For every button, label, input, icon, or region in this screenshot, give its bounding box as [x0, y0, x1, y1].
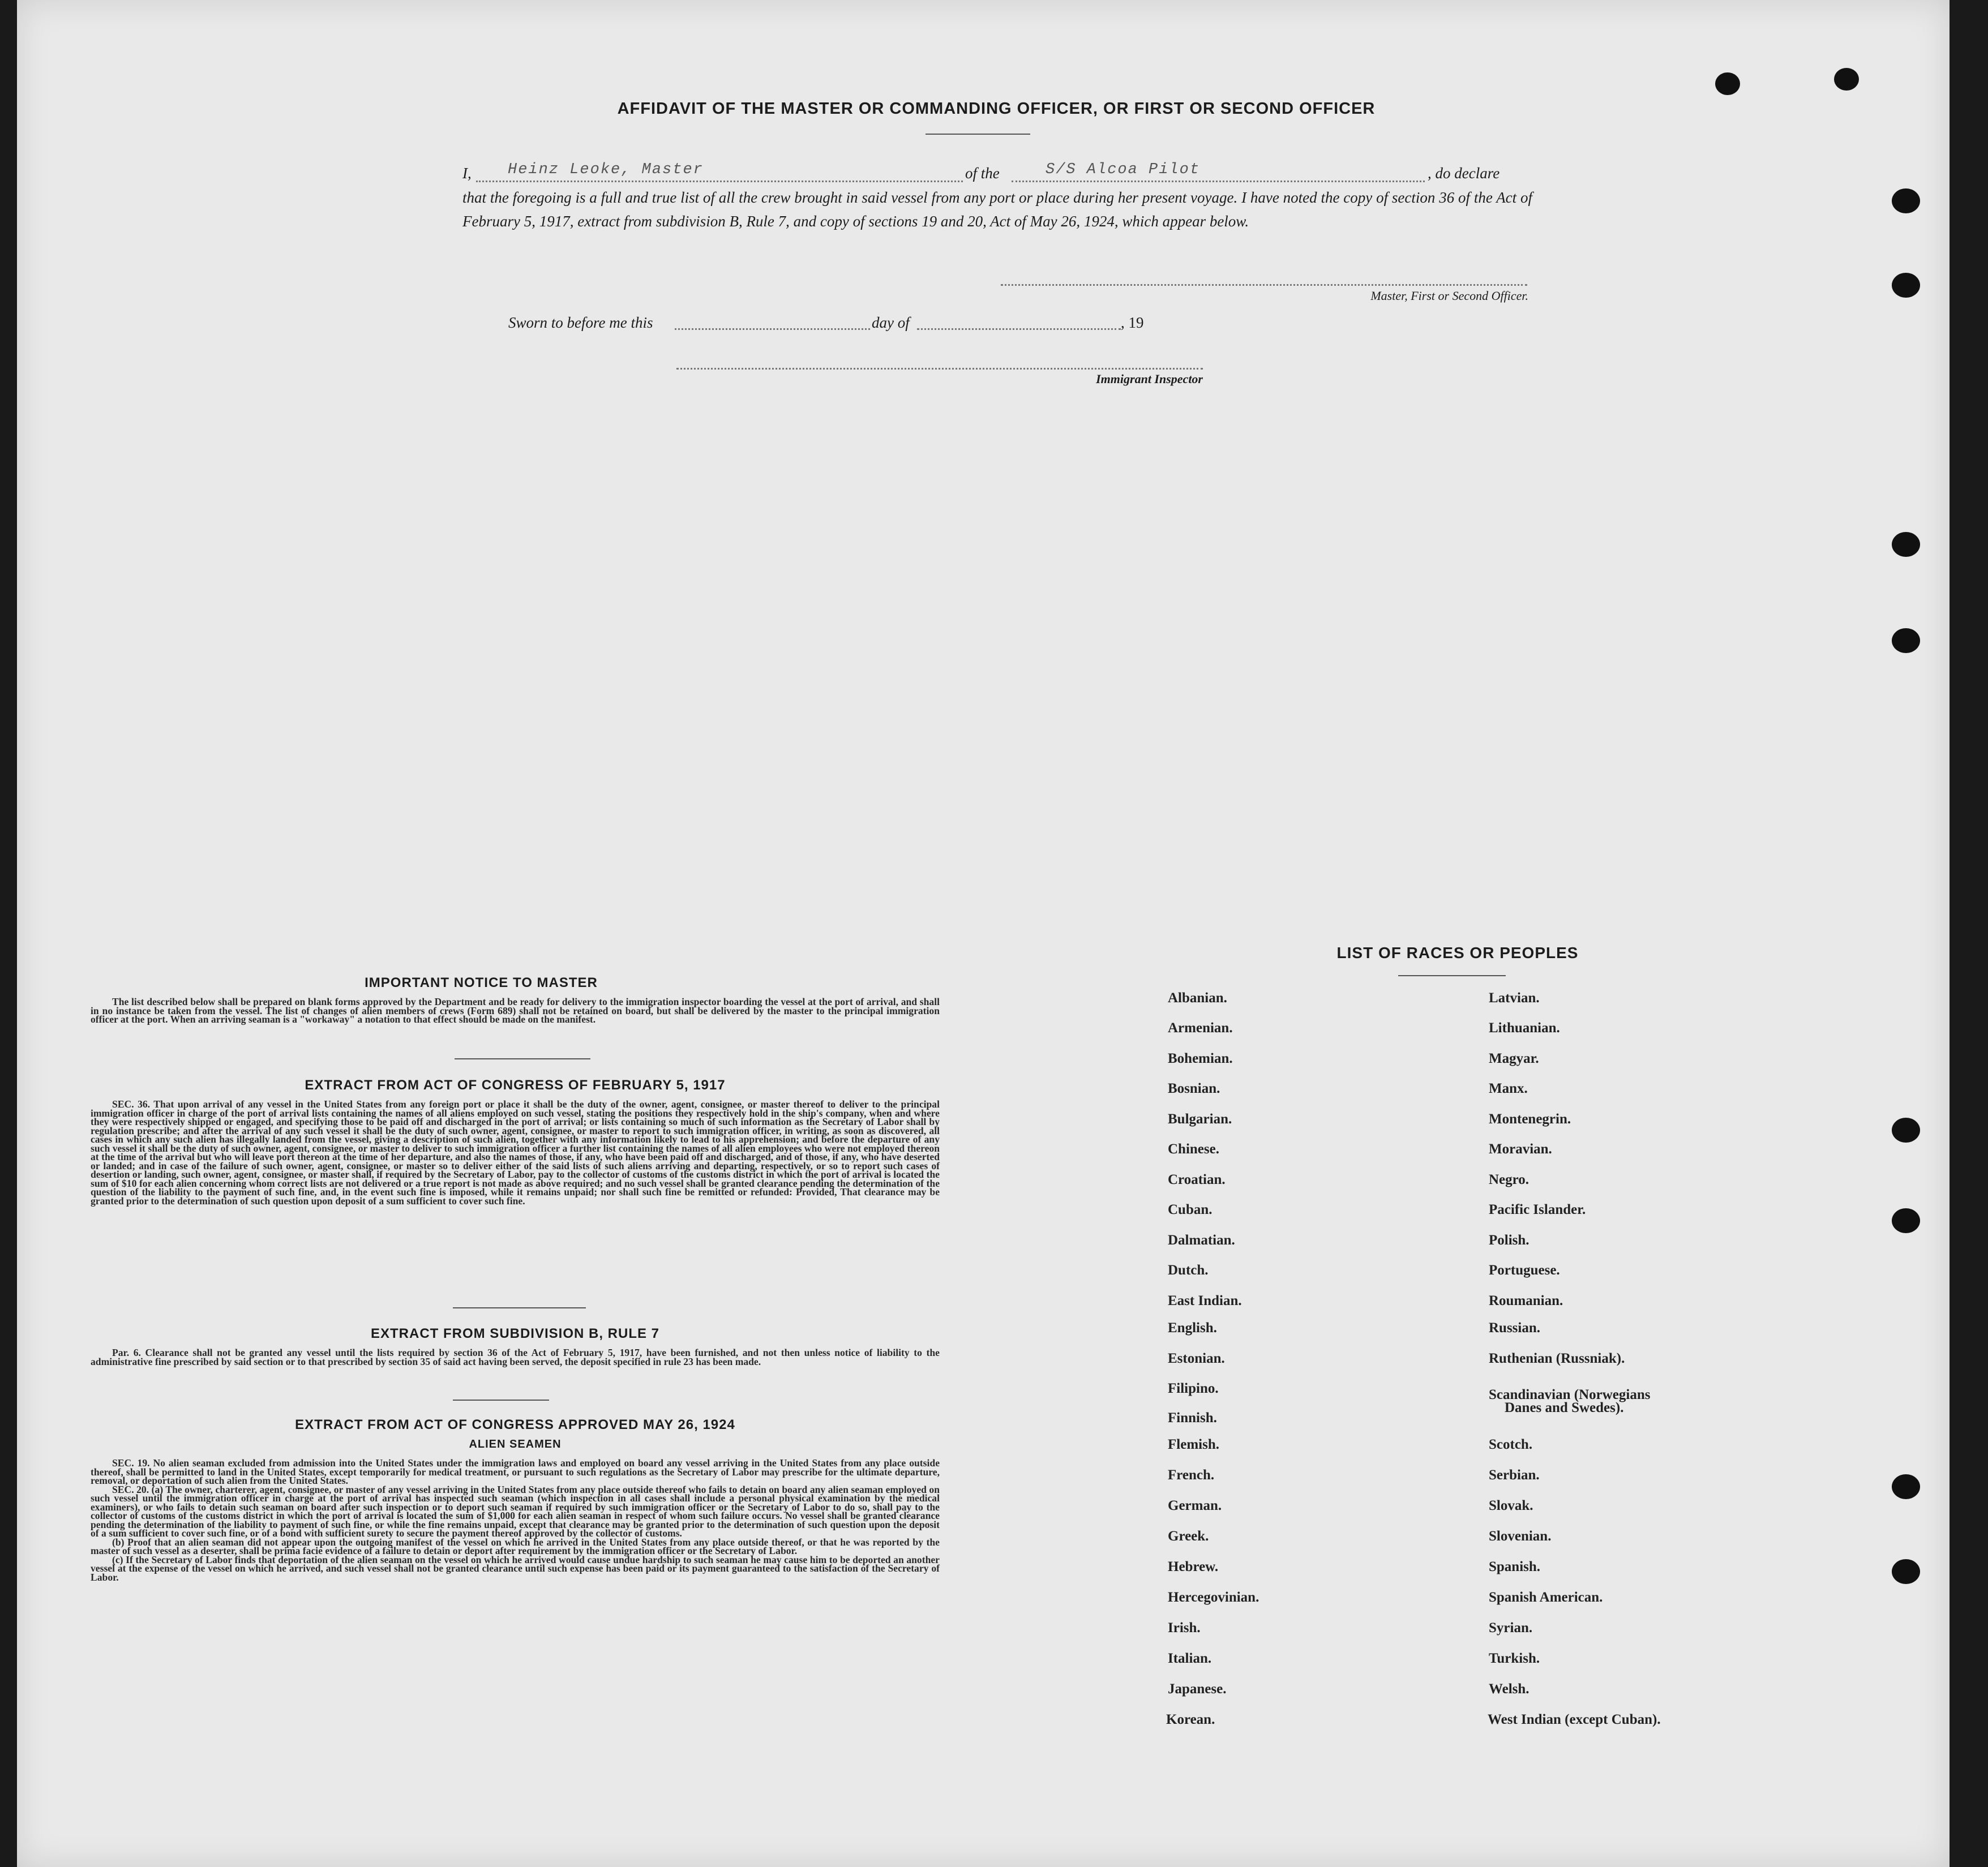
race-item: Montenegrin. — [1489, 1111, 1571, 1127]
binder-hole — [1892, 628, 1920, 653]
race-item: Manx. — [1489, 1081, 1528, 1096]
race-item: Serbian. — [1489, 1467, 1540, 1483]
race-item: East Indian. — [1168, 1293, 1242, 1308]
signature-line[interactable] — [1001, 284, 1527, 286]
race-item: Finnish. — [1168, 1410, 1217, 1426]
do-declare-label: , do declare — [1428, 165, 1500, 182]
extract-rule7-title: EXTRACT FROM SUBDIVISION B, RULE 7 — [370, 1326, 660, 1341]
race-item: Russian. — [1489, 1320, 1541, 1336]
document-page — [17, 0, 1950, 1867]
race-item: Albanian. — [1168, 990, 1227, 1006]
race-item: Filipino. — [1168, 1381, 1219, 1396]
race-item: Spanish. — [1489, 1559, 1541, 1574]
binder-hole — [1892, 532, 1920, 557]
extract-1917-paragraph: SEC. 36. That upon arrival of any vessel in the United States from any foreign port or place it shall be the duty of the owner, agent, consignee, or master thereof to deliver to the principal immigration officer in charge of the port of arrival lists containing the names of all aliens employed on such vessel, stating the positions they respectively hold in the ship's company, when and where they were respectively shipped or engaged, and specifying those to be paid off and discharged in the port of arrival; or lists containing so much of such information as the Secretary of Labor shall by regulation prescribe; and after the arrival of any such vessel it shall be the duty of such owner, agent, consignee, or master to report to such immigration officer, in writing, as soon as discovered, all cases in which any such alien has illegally landed from the vessel, giving a description of such alien, together with any information likely to lead to his apprehension; and before the departure of any such vessel it shall be the duty of such owner, agent, consignee, or master to deliver to such immigration officer a further list containing the names of all alien employees who were not employed thereon at the time of the arrival but who will leave port thereon at the time of her departure, and also the names of those, if any, who have been paid off and discharged, and of those, if any, who have deserted or landed; and in case of the failure of such owner, agent, consignee, or master so to deliver either of the said lists of such aliens arriving and departing, respectively, or so to report such cases of desertion or landing, such owner, agent, consignee, or master shall, if required by the Secretary of Labor, pay to the collector of customs of the customs district in which the port of arrival is located the sum of $10 for each alien concerning whom correct lists are not delivered or a true report is not made as above required; and no such vessel shall be granted clearance pending the determination of the question of the liability to the payment of such fine, and, in the event such fine is imposed, while it remains unpaid; nor shall such fine be remitted or refunded: Provided, That clearance may be granted prior to the determination of such question upon deposit of a sum sufficient to cover such fine. — [91, 1098, 940, 1207]
extract-1924-paragraph: SEC. 20. (a) The owner, charterer, agent, consignee, or master of any vessel arriving in the United States from any place outside thereof who fails to detain on board any alien seaman employed on such vessel until the immigration officer in charge at the port of arrival has inspected such seaman (which inspection in all cases shall include a personal physical examination by the medical examiners), or who fails to detain such seaman on board after such inspection or to deport such seaman if required by such immigration officer or the Secretary of Labor to do so, shall pay to the collector of customs of the customs district in which the port of arrival is located the sum of $1,000 for each alien seaman in respect of whom such failure occurs. No vessel shall be granted clearance pending the determination of the liability to payment of such fine, or while the fine remains unpaid, except that clearance may be granted prior to the determination of such question upon the deposit of a sum sufficient to cover such fine, or of a bond with sufficient surety to secure the payment thereof approved by the collector of customs. — [91, 1483, 940, 1539]
notice-title: IMPORTANT NOTICE TO MASTER — [365, 975, 598, 990]
inspector-caption: Immigrant Inspector — [1096, 372, 1203, 386]
extract-1917-divider — [453, 1307, 586, 1308]
race-item: Slovenian. — [1489, 1529, 1552, 1544]
vessel-name-line — [1012, 181, 1425, 182]
binder-hole — [1715, 72, 1740, 95]
race-item: Estonian. — [1168, 1351, 1225, 1366]
races-divider — [1398, 975, 1506, 976]
master-name-line — [476, 181, 963, 182]
race-item: Chinese. — [1168, 1141, 1219, 1157]
binder-hole — [1892, 273, 1920, 298]
race-item: Moravian. — [1489, 1141, 1552, 1157]
race-item: Dutch. — [1168, 1263, 1209, 1278]
title-divider — [926, 134, 1030, 135]
race-item: Flemish. — [1168, 1437, 1219, 1452]
race-item: English. — [1168, 1320, 1217, 1336]
race-item: French. — [1168, 1467, 1215, 1483]
binder-hole — [1892, 1208, 1920, 1233]
race-item: Japanese. — [1168, 1681, 1227, 1697]
signature-caption: Master, First or Second Officer. — [1370, 289, 1528, 303]
race-item: Greek. — [1168, 1529, 1209, 1544]
binder-hole — [1892, 1118, 1920, 1143]
binder-hole — [1892, 1559, 1920, 1584]
of-the-label: of the — [965, 165, 1000, 182]
binder-hole — [1892, 188, 1920, 213]
race-item: West Indian (except Cuban). — [1488, 1712, 1661, 1727]
extract-1924-subtitle: ALIEN SEAMEN — [469, 1438, 562, 1450]
race-item: Welsh. — [1489, 1681, 1529, 1697]
extract-1924-title: EXTRACT FROM ACT OF CONGRESS APPROVED MAY 26, 1924 — [295, 1417, 735, 1432]
race-item: Scotch. — [1489, 1437, 1533, 1452]
race-item: Portuguese. — [1489, 1263, 1560, 1278]
race-item: Croatian. — [1168, 1172, 1226, 1187]
race-item: Spanish American. — [1489, 1590, 1603, 1605]
race-item: Negro. — [1489, 1172, 1529, 1187]
race-item: Hercegovinian. — [1168, 1590, 1259, 1605]
race-item: Syrian. — [1489, 1620, 1533, 1636]
race-item: Hebrew. — [1168, 1559, 1219, 1574]
binder-hole — [1834, 68, 1859, 91]
race-item: Lithuanian. — [1489, 1020, 1560, 1036]
day-of-label: day of — [872, 314, 910, 331]
extract-1924-paragraph: (b) Proof that an alien seaman did not appear upon the outgoing manifest of the vessel on which he arrived in the United States from any place outside thereof, or that he was reported by the master of such vessel as a deserter, shall be prima facie evidence of a failure to detain or deport after requirement by the immigration officer or the Secretary of Labor. — [91, 1536, 940, 1556]
notice-paragraph: The list described below shall be prepared on blank forms approved by the Department and be ready for delivery to the immigration inspector boarding the vessel at the port of arrival, and shall in no instance be taken from the vessel. The list of changes of alien members of crews (Form 689) shall not be retained on board, but shall be delivered by the master to the principal immigration officer at the port. When an arriving seaman is a "workaway" a notation to that effect should be made on the manifest. — [91, 996, 940, 1025]
year-label: , 19 — [1121, 314, 1144, 331]
extract-rule7-paragraph: Par. 6. Clearance shall not be granted any vessel until the lists required by section 36 of the Act of February 5, 1917, have been furnished, and not then unless notice of liability to the administrative fine prescribed by said section or to that prescribed by section 35 of said act having been served, the deposit specified in rule 23 has been made. — [91, 1347, 940, 1367]
i-label: I, — [462, 165, 472, 182]
race-item: Danes and Swedes). — [1505, 1400, 1624, 1415]
race-item: Latvian. — [1489, 990, 1540, 1006]
race-item: Pacific Islander. — [1489, 1202, 1586, 1217]
race-item: Polish. — [1489, 1233, 1529, 1248]
sworn-day-line[interactable] — [675, 328, 870, 330]
race-item: Irish. — [1168, 1620, 1201, 1636]
race-item: Slovak. — [1489, 1498, 1533, 1513]
race-item: Dalmatian. — [1168, 1233, 1235, 1248]
notice-text — [91, 998, 940, 1024]
affidavit-first-line — [462, 161, 1532, 185]
race-item: Ruthenian (Russniak). — [1489, 1351, 1625, 1366]
race-item: Bohemian. — [1168, 1051, 1233, 1066]
race-item: Cuban. — [1168, 1202, 1212, 1217]
extract-1924-paragraph: SEC. 19. No alien seaman excluded from admission into the United States under the immigration laws and employed on board any vessel arriving in the United States from any place outside thereof, shall be permitted to land in the United States, except temporarily for medical treatment, or pursuant to such regulations as the Secretary of Labor may prescribe for the ultimate departure, removal, or deportation of such alien from the United States. — [91, 1457, 940, 1486]
extract-rule7-text — [91, 1349, 940, 1366]
sworn-label: Sworn to before me this — [508, 314, 653, 331]
extract-1924-text — [91, 1459, 940, 1582]
inspector-signature-line[interactable] — [676, 368, 1203, 370]
affidavit-body: that the foregoing is a full and true list of all the crew brought in said vessel from any port or place during her present voyage. I have noted the copy of section 36 of the Act of February 5, 1917, extract from subdivision B, Rule 7, and copy of sections 19 and 20, Act of May 26, 1924, which appear below. — [462, 189, 1532, 230]
race-item: Bosnian. — [1168, 1081, 1220, 1096]
notice-divider — [455, 1058, 590, 1059]
race-item: Armenian. — [1168, 1020, 1233, 1036]
sworn-month-line[interactable] — [917, 328, 1121, 330]
race-item: Korean. — [1166, 1712, 1215, 1727]
master-name-field[interactable]: Heinz Leoke, Master — [508, 161, 704, 178]
extract-1924-paragraph: (c) If the Secretary of Labor finds that deportation of the alien seaman on the vessel on which he arrived would cause undue hardship to such seaman he may cause him to be deported an another vessel at the expense of the vessel on which he arrived, and such vessel shall not be granted clearance until such expense has been paid or its payment guaranteed to the satisfaction of the Secretary of Labor. — [91, 1553, 940, 1583]
races-title: LIST OF RACES OR PEOPLES — [1336, 944, 1579, 962]
vessel-name-field[interactable]: S/S Alcoa Pilot — [1046, 161, 1201, 178]
affidavit-title: AFFIDAVIT OF THE MASTER OR COMMANDING OFFICER, OR FIRST OR SECOND OFFICER — [617, 100, 1376, 118]
race-item: Turkish. — [1489, 1651, 1540, 1666]
binder-hole — [1892, 1474, 1920, 1499]
race-item: Roumanian. — [1489, 1293, 1563, 1308]
race-item: Bulgarian. — [1168, 1111, 1232, 1127]
race-item: Magyar. — [1489, 1051, 1539, 1066]
extract-1917-text — [91, 1100, 940, 1205]
extract-1917-title: EXTRACT FROM ACT OF CONGRESS OF FEBRUARY 5, 1917 — [305, 1078, 726, 1093]
extract-rule7-divider — [453, 1400, 549, 1401]
race-item: German. — [1168, 1498, 1222, 1513]
race-item: Scandinavian (Norwegians — [1489, 1387, 1651, 1402]
race-item: Italian. — [1168, 1651, 1212, 1666]
